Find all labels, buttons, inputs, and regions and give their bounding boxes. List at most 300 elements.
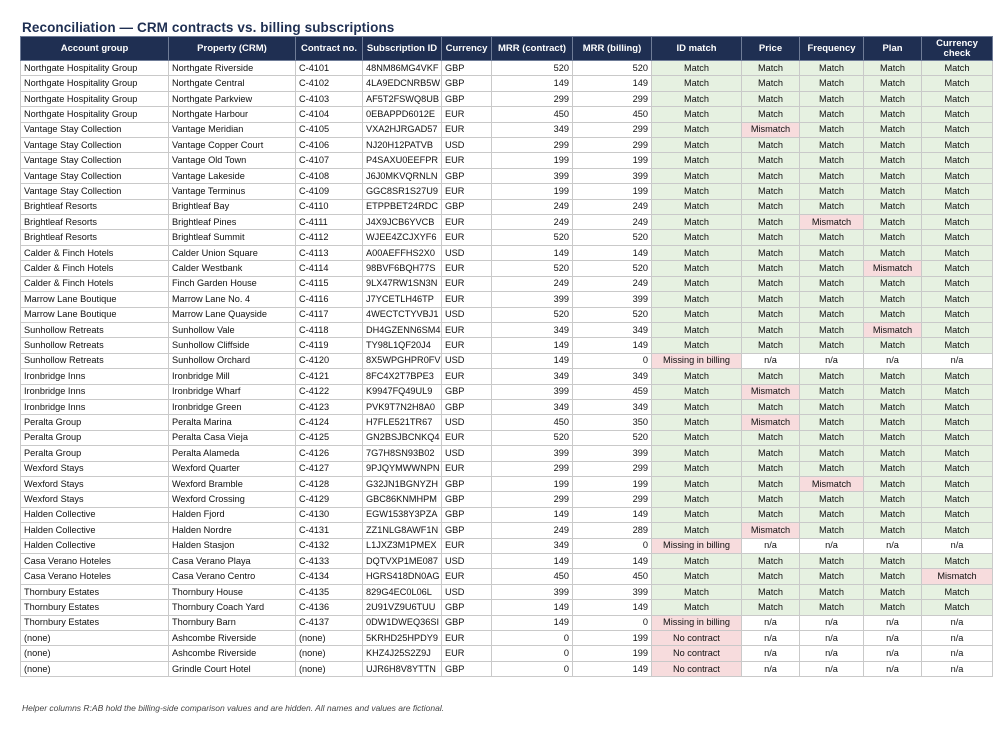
cell-currency-check[interactable]: Match <box>922 215 993 230</box>
cell-mrr-contract[interactable]: 149 <box>492 76 573 91</box>
cell-currency[interactable]: USD <box>442 446 492 461</box>
cell-price[interactable]: Match <box>742 261 800 276</box>
cell-currency-check[interactable]: Match <box>922 76 993 91</box>
cell-price[interactable]: Match <box>742 199 800 214</box>
cell-subscription-id[interactable]: DQTVXP1ME087 <box>363 554 442 569</box>
cell-frequency[interactable]: Match <box>800 415 864 430</box>
cell-currency-check[interactable]: n/a <box>922 646 993 661</box>
cell-price[interactable]: Match <box>742 91 800 106</box>
cell-property[interactable]: Peralta Casa Vieja <box>169 430 296 445</box>
cell-contract-no[interactable]: C-4121 <box>296 369 363 384</box>
cell-account-group[interactable]: Ironbridge Inns <box>21 369 169 384</box>
cell-mrr-contract[interactable]: 149 <box>492 554 573 569</box>
cell-property[interactable]: Finch Garden House <box>169 276 296 291</box>
cell-mrr-billing[interactable]: 520 <box>573 430 652 445</box>
cell-subscription-id[interactable]: L1JXZ3M1PMEX <box>363 538 442 553</box>
cell-plan[interactable]: Match <box>864 168 922 183</box>
cell-id-match[interactable]: No contract <box>652 661 742 676</box>
cell-id-match[interactable]: No contract <box>652 646 742 661</box>
cell-subscription-id[interactable]: 9LX47RW1SN3N <box>363 276 442 291</box>
cell-plan[interactable]: Match <box>864 523 922 538</box>
cell-id-match[interactable]: Match <box>652 492 742 507</box>
cell-account-group[interactable]: Sunhollow Retreats <box>21 353 169 368</box>
cell-account-group[interactable]: (none) <box>21 661 169 676</box>
cell-currency-check[interactable]: Match <box>922 430 993 445</box>
cell-price[interactable]: Match <box>742 307 800 322</box>
cell-contract-no[interactable]: (none) <box>296 631 363 646</box>
cell-contract-no[interactable]: C-4115 <box>296 276 363 291</box>
cell-plan[interactable]: Match <box>864 199 922 214</box>
cell-id-match[interactable]: Match <box>652 230 742 245</box>
cell-subscription-id[interactable]: 4WECTCTYVBJ1 <box>363 307 442 322</box>
cell-plan[interactable]: Match <box>864 399 922 414</box>
cell-account-group[interactable]: Brightleaf Resorts <box>21 199 169 214</box>
cell-currency[interactable]: GBP <box>442 76 492 91</box>
cell-frequency[interactable]: Match <box>800 122 864 137</box>
cell-currency[interactable]: EUR <box>442 322 492 337</box>
cell-subscription-id[interactable]: K9947FQ49UL9 <box>363 384 442 399</box>
cell-contract-no[interactable]: C-4109 <box>296 184 363 199</box>
cell-mrr-billing[interactable]: 299 <box>573 138 652 153</box>
cell-currency-check[interactable]: Match <box>922 446 993 461</box>
cell-currency-check[interactable]: n/a <box>922 661 993 676</box>
cell-frequency[interactable]: n/a <box>800 615 864 630</box>
cell-id-match[interactable]: Match <box>652 369 742 384</box>
cell-frequency[interactable]: Match <box>800 600 864 615</box>
cell-currency[interactable]: EUR <box>442 261 492 276</box>
cell-property[interactable]: Halden Nordre <box>169 523 296 538</box>
cell-frequency[interactable]: Match <box>800 138 864 153</box>
cell-currency-check[interactable]: Match <box>922 492 993 507</box>
cell-contract-no[interactable]: C-4130 <box>296 507 363 522</box>
cell-id-match[interactable]: Match <box>652 476 742 491</box>
cell-plan[interactable]: n/a <box>864 538 922 553</box>
cell-price[interactable]: Match <box>742 245 800 260</box>
cell-currency[interactable]: EUR <box>442 215 492 230</box>
cell-mrr-contract[interactable]: 199 <box>492 153 573 168</box>
cell-currency-check[interactable]: Match <box>922 415 993 430</box>
cell-id-match[interactable]: Match <box>652 261 742 276</box>
cell-price[interactable]: n/a <box>742 353 800 368</box>
cell-plan[interactable]: Mismatch <box>864 322 922 337</box>
cell-currency[interactable]: EUR <box>442 369 492 384</box>
cell-price[interactable]: Match <box>742 138 800 153</box>
cell-subscription-id[interactable]: A00AEFFHS2X0 <box>363 245 442 260</box>
cell-property[interactable]: Peralta Marina <box>169 415 296 430</box>
cell-currency[interactable]: EUR <box>442 461 492 476</box>
cell-account-group[interactable]: Northgate Hospitality Group <box>21 91 169 106</box>
cell-currency[interactable]: GBP <box>442 91 492 106</box>
cell-mrr-billing[interactable]: 450 <box>573 107 652 122</box>
cell-mrr-billing[interactable]: 0 <box>573 353 652 368</box>
cell-currency-check[interactable]: Match <box>922 107 993 122</box>
cell-currency-check[interactable]: Match <box>922 91 993 106</box>
cell-contract-no[interactable]: C-4123 <box>296 399 363 414</box>
cell-currency[interactable]: EUR <box>442 646 492 661</box>
cell-contract-no[interactable]: C-4105 <box>296 122 363 137</box>
cell-property[interactable]: Brightleaf Pines <box>169 215 296 230</box>
cell-mrr-contract[interactable]: 349 <box>492 122 573 137</box>
cell-mrr-contract[interactable]: 349 <box>492 399 573 414</box>
cell-price[interactable]: Match <box>742 76 800 91</box>
cell-mrr-billing[interactable]: 149 <box>573 245 652 260</box>
cell-subscription-id[interactable]: WJEE4ZCJXYF6 <box>363 230 442 245</box>
cell-mrr-billing[interactable]: 450 <box>573 569 652 584</box>
cell-currency[interactable]: EUR <box>442 430 492 445</box>
cell-contract-no[interactable]: C-4127 <box>296 461 363 476</box>
cell-plan[interactable]: Match <box>864 507 922 522</box>
cell-mrr-contract[interactable]: 149 <box>492 245 573 260</box>
cell-id-match[interactable]: Match <box>652 276 742 291</box>
cell-mrr-billing[interactable]: 520 <box>573 307 652 322</box>
cell-property[interactable]: Casa Verano Playa <box>169 554 296 569</box>
cell-currency[interactable]: GBP <box>442 399 492 414</box>
cell-mrr-billing[interactable]: 299 <box>573 461 652 476</box>
cell-frequency[interactable]: Match <box>800 507 864 522</box>
cell-frequency[interactable]: Match <box>800 554 864 569</box>
cell-frequency[interactable]: Match <box>800 523 864 538</box>
cell-mrr-contract[interactable]: 149 <box>492 600 573 615</box>
cell-currency[interactable]: USD <box>442 138 492 153</box>
cell-id-match[interactable]: Match <box>652 461 742 476</box>
cell-contract-no[interactable]: C-4125 <box>296 430 363 445</box>
cell-currency-check[interactable]: Match <box>922 507 993 522</box>
header-mrr-billing[interactable]: MRR (billing) <box>573 37 652 61</box>
cell-currency-check[interactable]: Match <box>922 369 993 384</box>
cell-contract-no[interactable]: C-4111 <box>296 215 363 230</box>
cell-subscription-id[interactable]: GN2BSJBCNKQ4 <box>363 430 442 445</box>
cell-id-match[interactable]: Match <box>652 122 742 137</box>
cell-subscription-id[interactable]: 2U91VZ9U6TUU <box>363 600 442 615</box>
cell-mrr-billing[interactable]: 289 <box>573 523 652 538</box>
cell-property[interactable]: Sunhollow Cliffside <box>169 338 296 353</box>
cell-mrr-contract[interactable]: 520 <box>492 261 573 276</box>
cell-plan[interactable]: Match <box>864 446 922 461</box>
cell-property[interactable]: Casa Verano Centro <box>169 569 296 584</box>
cell-price[interactable]: Match <box>742 61 800 76</box>
cell-currency-check[interactable]: Match <box>922 523 993 538</box>
cell-currency-check[interactable]: Match <box>922 122 993 137</box>
cell-price[interactable]: Match <box>742 507 800 522</box>
cell-id-match[interactable]: Match <box>652 415 742 430</box>
cell-contract-no[interactable]: C-4136 <box>296 600 363 615</box>
cell-id-match[interactable]: Match <box>652 446 742 461</box>
cell-property[interactable]: Wexford Bramble <box>169 476 296 491</box>
cell-mrr-contract[interactable]: 249 <box>492 276 573 291</box>
cell-mrr-contract[interactable]: 299 <box>492 91 573 106</box>
cell-mrr-contract[interactable]: 399 <box>492 292 573 307</box>
cell-contract-no[interactable]: C-4128 <box>296 476 363 491</box>
cell-id-match[interactable]: Match <box>652 523 742 538</box>
cell-property[interactable]: Brightleaf Summit <box>169 230 296 245</box>
cell-price[interactable]: Mismatch <box>742 384 800 399</box>
cell-account-group[interactable]: Vantage Stay Collection <box>21 168 169 183</box>
cell-frequency[interactable]: Match <box>800 261 864 276</box>
cell-subscription-id[interactable]: 8FC4X2T7BPE3 <box>363 369 442 384</box>
cell-plan[interactable]: Match <box>864 584 922 599</box>
cell-frequency[interactable]: Match <box>800 369 864 384</box>
cell-contract-no[interactable]: C-4102 <box>296 76 363 91</box>
cell-currency-check[interactable]: Match <box>922 384 993 399</box>
cell-account-group[interactable]: Ironbridge Inns <box>21 399 169 414</box>
cell-plan[interactable]: n/a <box>864 615 922 630</box>
cell-mrr-contract[interactable]: 299 <box>492 461 573 476</box>
cell-plan[interactable]: Match <box>864 245 922 260</box>
cell-account-group[interactable]: (none) <box>21 646 169 661</box>
cell-mrr-billing[interactable]: 249 <box>573 276 652 291</box>
cell-currency-check[interactable]: Match <box>922 61 993 76</box>
header-currency[interactable]: Currency <box>442 37 492 61</box>
cell-plan[interactable]: n/a <box>864 661 922 676</box>
cell-account-group[interactable]: Sunhollow Retreats <box>21 338 169 353</box>
header-account-group[interactable]: Account group <box>21 37 169 61</box>
cell-account-group[interactable]: Casa Verano Hoteles <box>21 569 169 584</box>
cell-property[interactable]: Ironbridge Mill <box>169 369 296 384</box>
cell-id-match[interactable]: Match <box>652 430 742 445</box>
cell-contract-no[interactable]: C-4103 <box>296 91 363 106</box>
cell-account-group[interactable]: Ironbridge Inns <box>21 384 169 399</box>
cell-subscription-id[interactable]: TY98L1QF20J4 <box>363 338 442 353</box>
header-plan[interactable]: Plan <box>864 37 922 61</box>
cell-property[interactable]: Ironbridge Green <box>169 399 296 414</box>
cell-subscription-id[interactable]: AF5T2FSWQ8UB <box>363 91 442 106</box>
cell-frequency[interactable]: Match <box>800 91 864 106</box>
cell-currency[interactable]: GBP <box>442 492 492 507</box>
cell-mrr-billing[interactable]: 149 <box>573 600 652 615</box>
cell-plan[interactable]: Match <box>864 338 922 353</box>
cell-currency[interactable]: USD <box>442 554 492 569</box>
cell-plan[interactable]: Match <box>864 492 922 507</box>
cell-mrr-billing[interactable]: 349 <box>573 322 652 337</box>
cell-contract-no[interactable]: C-4131 <box>296 523 363 538</box>
cell-account-group[interactable]: Marrow Lane Boutique <box>21 307 169 322</box>
cell-mrr-contract[interactable]: 399 <box>492 584 573 599</box>
cell-frequency[interactable]: Match <box>800 107 864 122</box>
cell-currency-check[interactable]: Match <box>922 292 993 307</box>
cell-id-match[interactable]: Match <box>652 507 742 522</box>
cell-contract-no[interactable]: C-4134 <box>296 569 363 584</box>
cell-currency-check[interactable]: Match <box>922 307 993 322</box>
cell-subscription-id[interactable]: 829G4EC0L06L <box>363 584 442 599</box>
cell-account-group[interactable]: Sunhollow Retreats <box>21 322 169 337</box>
cell-plan[interactable]: Match <box>864 61 922 76</box>
header-frequency[interactable]: Frequency <box>800 37 864 61</box>
cell-contract-no[interactable]: C-4135 <box>296 584 363 599</box>
cell-contract-no[interactable]: C-4113 <box>296 245 363 260</box>
cell-price[interactable]: Match <box>742 338 800 353</box>
cell-subscription-id[interactable]: 5KRHD25HPDY9 <box>363 631 442 646</box>
cell-frequency[interactable]: Match <box>800 569 864 584</box>
cell-account-group[interactable]: Calder & Finch Hotels <box>21 245 169 260</box>
cell-id-match[interactable]: Match <box>652 199 742 214</box>
cell-mrr-contract[interactable]: 249 <box>492 199 573 214</box>
cell-frequency[interactable]: Match <box>800 76 864 91</box>
cell-subscription-id[interactable]: J4X9JCB6YVCB <box>363 215 442 230</box>
cell-mrr-contract[interactable]: 299 <box>492 492 573 507</box>
cell-plan[interactable]: Match <box>864 138 922 153</box>
cell-property[interactable]: Northgate Riverside <box>169 61 296 76</box>
cell-property[interactable]: Brightleaf Bay <box>169 199 296 214</box>
cell-mrr-billing[interactable]: 0 <box>573 538 652 553</box>
cell-mrr-billing[interactable]: 149 <box>573 661 652 676</box>
cell-mrr-billing[interactable]: 399 <box>573 446 652 461</box>
cell-mrr-billing[interactable]: 350 <box>573 415 652 430</box>
cell-contract-no[interactable]: C-4118 <box>296 322 363 337</box>
cell-mrr-contract[interactable]: 520 <box>492 307 573 322</box>
cell-account-group[interactable]: Thornbury Estates <box>21 600 169 615</box>
cell-property[interactable]: Peralta Alameda <box>169 446 296 461</box>
cell-currency[interactable]: USD <box>442 353 492 368</box>
cell-price[interactable]: Match <box>742 476 800 491</box>
cell-mrr-billing[interactable]: 299 <box>573 91 652 106</box>
cell-mrr-contract[interactable]: 349 <box>492 369 573 384</box>
cell-id-match[interactable]: Match <box>652 61 742 76</box>
cell-account-group[interactable]: Peralta Group <box>21 430 169 445</box>
cell-currency-check[interactable]: Mismatch <box>922 569 993 584</box>
cell-currency[interactable]: GBP <box>442 168 492 183</box>
cell-property[interactable]: Thornbury House <box>169 584 296 599</box>
cell-account-group[interactable]: Halden Collective <box>21 507 169 522</box>
cell-price[interactable]: Match <box>742 322 800 337</box>
cell-mrr-billing[interactable]: 299 <box>573 492 652 507</box>
cell-contract-no[interactable]: C-4119 <box>296 338 363 353</box>
cell-plan[interactable]: Match <box>864 292 922 307</box>
cell-mrr-contract[interactable]: 450 <box>492 569 573 584</box>
cell-currency-check[interactable]: Match <box>922 184 993 199</box>
cell-frequency[interactable]: n/a <box>800 353 864 368</box>
cell-contract-no[interactable]: C-4129 <box>296 492 363 507</box>
cell-plan[interactable]: Match <box>864 569 922 584</box>
cell-property[interactable]: Halden Stasjon <box>169 538 296 553</box>
cell-mrr-contract[interactable]: 0 <box>492 661 573 676</box>
cell-id-match[interactable]: Match <box>652 600 742 615</box>
cell-mrr-billing[interactable]: 199 <box>573 153 652 168</box>
cell-price[interactable]: n/a <box>742 538 800 553</box>
cell-property[interactable]: Wexford Crossing <box>169 492 296 507</box>
cell-subscription-id[interactable]: EGW1538Y3PZA <box>363 507 442 522</box>
cell-currency[interactable]: EUR <box>442 122 492 137</box>
cell-frequency[interactable]: Match <box>800 230 864 245</box>
cell-plan[interactable]: Match <box>864 476 922 491</box>
header-mrr-contract[interactable]: MRR (contract) <box>492 37 573 61</box>
cell-plan[interactable]: Match <box>864 153 922 168</box>
cell-price[interactable]: Mismatch <box>742 415 800 430</box>
cell-property[interactable]: Vantage Old Town <box>169 153 296 168</box>
cell-currency[interactable]: USD <box>442 584 492 599</box>
cell-currency-check[interactable]: n/a <box>922 615 993 630</box>
cell-currency[interactable]: EUR <box>442 569 492 584</box>
cell-account-group[interactable]: Vantage Stay Collection <box>21 153 169 168</box>
cell-currency[interactable]: GBP <box>442 199 492 214</box>
cell-subscription-id[interactable]: 4LA9EDCNRB5W <box>363 76 442 91</box>
cell-account-group[interactable]: Northgate Hospitality Group <box>21 61 169 76</box>
cell-price[interactable]: Match <box>742 230 800 245</box>
cell-currency-check[interactable]: n/a <box>922 538 993 553</box>
cell-mrr-billing[interactable]: 459 <box>573 384 652 399</box>
cell-mrr-contract[interactable]: 450 <box>492 107 573 122</box>
cell-plan[interactable]: Match <box>864 600 922 615</box>
cell-frequency[interactable]: Match <box>800 430 864 445</box>
cell-frequency[interactable]: Match <box>800 384 864 399</box>
cell-subscription-id[interactable]: ETPPBET24RDC <box>363 199 442 214</box>
cell-account-group[interactable]: Calder & Finch Hotels <box>21 261 169 276</box>
cell-frequency[interactable]: Match <box>800 199 864 214</box>
cell-contract-no[interactable]: C-4110 <box>296 199 363 214</box>
cell-property[interactable]: Thornbury Coach Yard <box>169 600 296 615</box>
cell-contract-no[interactable]: C-4133 <box>296 554 363 569</box>
cell-mrr-contract[interactable]: 450 <box>492 415 573 430</box>
cell-currency[interactable]: EUR <box>442 292 492 307</box>
cell-account-group[interactable]: Vantage Stay Collection <box>21 184 169 199</box>
cell-frequency[interactable]: Match <box>800 184 864 199</box>
cell-plan[interactable]: n/a <box>864 646 922 661</box>
cell-id-match[interactable]: Match <box>652 399 742 414</box>
cell-currency-check[interactable]: Match <box>922 199 993 214</box>
cell-currency-check[interactable]: n/a <box>922 353 993 368</box>
cell-mrr-billing[interactable]: 199 <box>573 631 652 646</box>
cell-account-group[interactable]: Brightleaf Resorts <box>21 230 169 245</box>
cell-id-match[interactable]: Match <box>652 215 742 230</box>
cell-currency-check[interactable]: Match <box>922 168 993 183</box>
cell-mrr-billing[interactable]: 399 <box>573 584 652 599</box>
cell-subscription-id[interactable]: 0EBAPPD6012E <box>363 107 442 122</box>
header-price[interactable]: Price <box>742 37 800 61</box>
cell-price[interactable]: Match <box>742 184 800 199</box>
cell-currency[interactable]: EUR <box>442 631 492 646</box>
cell-contract-no[interactable]: C-4122 <box>296 384 363 399</box>
cell-contract-no[interactable]: C-4104 <box>296 107 363 122</box>
cell-currency[interactable]: GBP <box>442 384 492 399</box>
cell-contract-no[interactable]: C-4117 <box>296 307 363 322</box>
cell-currency[interactable]: GBP <box>442 523 492 538</box>
cell-mrr-billing[interactable]: 149 <box>573 554 652 569</box>
cell-id-match[interactable]: Missing in billing <box>652 615 742 630</box>
cell-frequency[interactable]: Match <box>800 446 864 461</box>
cell-mrr-contract[interactable]: 349 <box>492 538 573 553</box>
cell-mrr-contract[interactable]: 149 <box>492 615 573 630</box>
cell-property[interactable]: Northgate Parkview <box>169 91 296 106</box>
cell-frequency[interactable]: Match <box>800 399 864 414</box>
cell-frequency[interactable]: Match <box>800 338 864 353</box>
cell-mrr-billing[interactable]: 199 <box>573 646 652 661</box>
cell-id-match[interactable]: Match <box>652 322 742 337</box>
cell-id-match[interactable]: Match <box>652 76 742 91</box>
cell-subscription-id[interactable]: HGRS418DN0AG <box>363 569 442 584</box>
cell-contract-no[interactable]: C-4116 <box>296 292 363 307</box>
cell-subscription-id[interactable]: GGC8SR1S27U9 <box>363 184 442 199</box>
cell-frequency[interactable]: Mismatch <box>800 476 864 491</box>
cell-subscription-id[interactable]: J6J0MKVQRNLN <box>363 168 442 183</box>
cell-price[interactable]: Match <box>742 399 800 414</box>
cell-plan[interactable]: Match <box>864 107 922 122</box>
cell-subscription-id[interactable]: P4SAXU0EEFPR <box>363 153 442 168</box>
cell-price[interactable]: Match <box>742 584 800 599</box>
cell-frequency[interactable]: Match <box>800 168 864 183</box>
cell-property[interactable]: Sunhollow Orchard <box>169 353 296 368</box>
cell-subscription-id[interactable]: KHZ4J25S2Z9J <box>363 646 442 661</box>
cell-property[interactable]: Calder Westbank <box>169 261 296 276</box>
cell-mrr-contract[interactable]: 149 <box>492 338 573 353</box>
cell-contract-no[interactable]: C-4132 <box>296 538 363 553</box>
cell-currency[interactable]: GBP <box>442 661 492 676</box>
cell-id-match[interactable]: Match <box>652 184 742 199</box>
cell-mrr-contract[interactable]: 0 <box>492 631 573 646</box>
cell-mrr-billing[interactable]: 349 <box>573 369 652 384</box>
cell-currency[interactable]: EUR <box>442 338 492 353</box>
cell-account-group[interactable]: Wexford Stays <box>21 476 169 491</box>
cell-frequency[interactable]: Match <box>800 492 864 507</box>
cell-plan[interactable]: Match <box>864 384 922 399</box>
